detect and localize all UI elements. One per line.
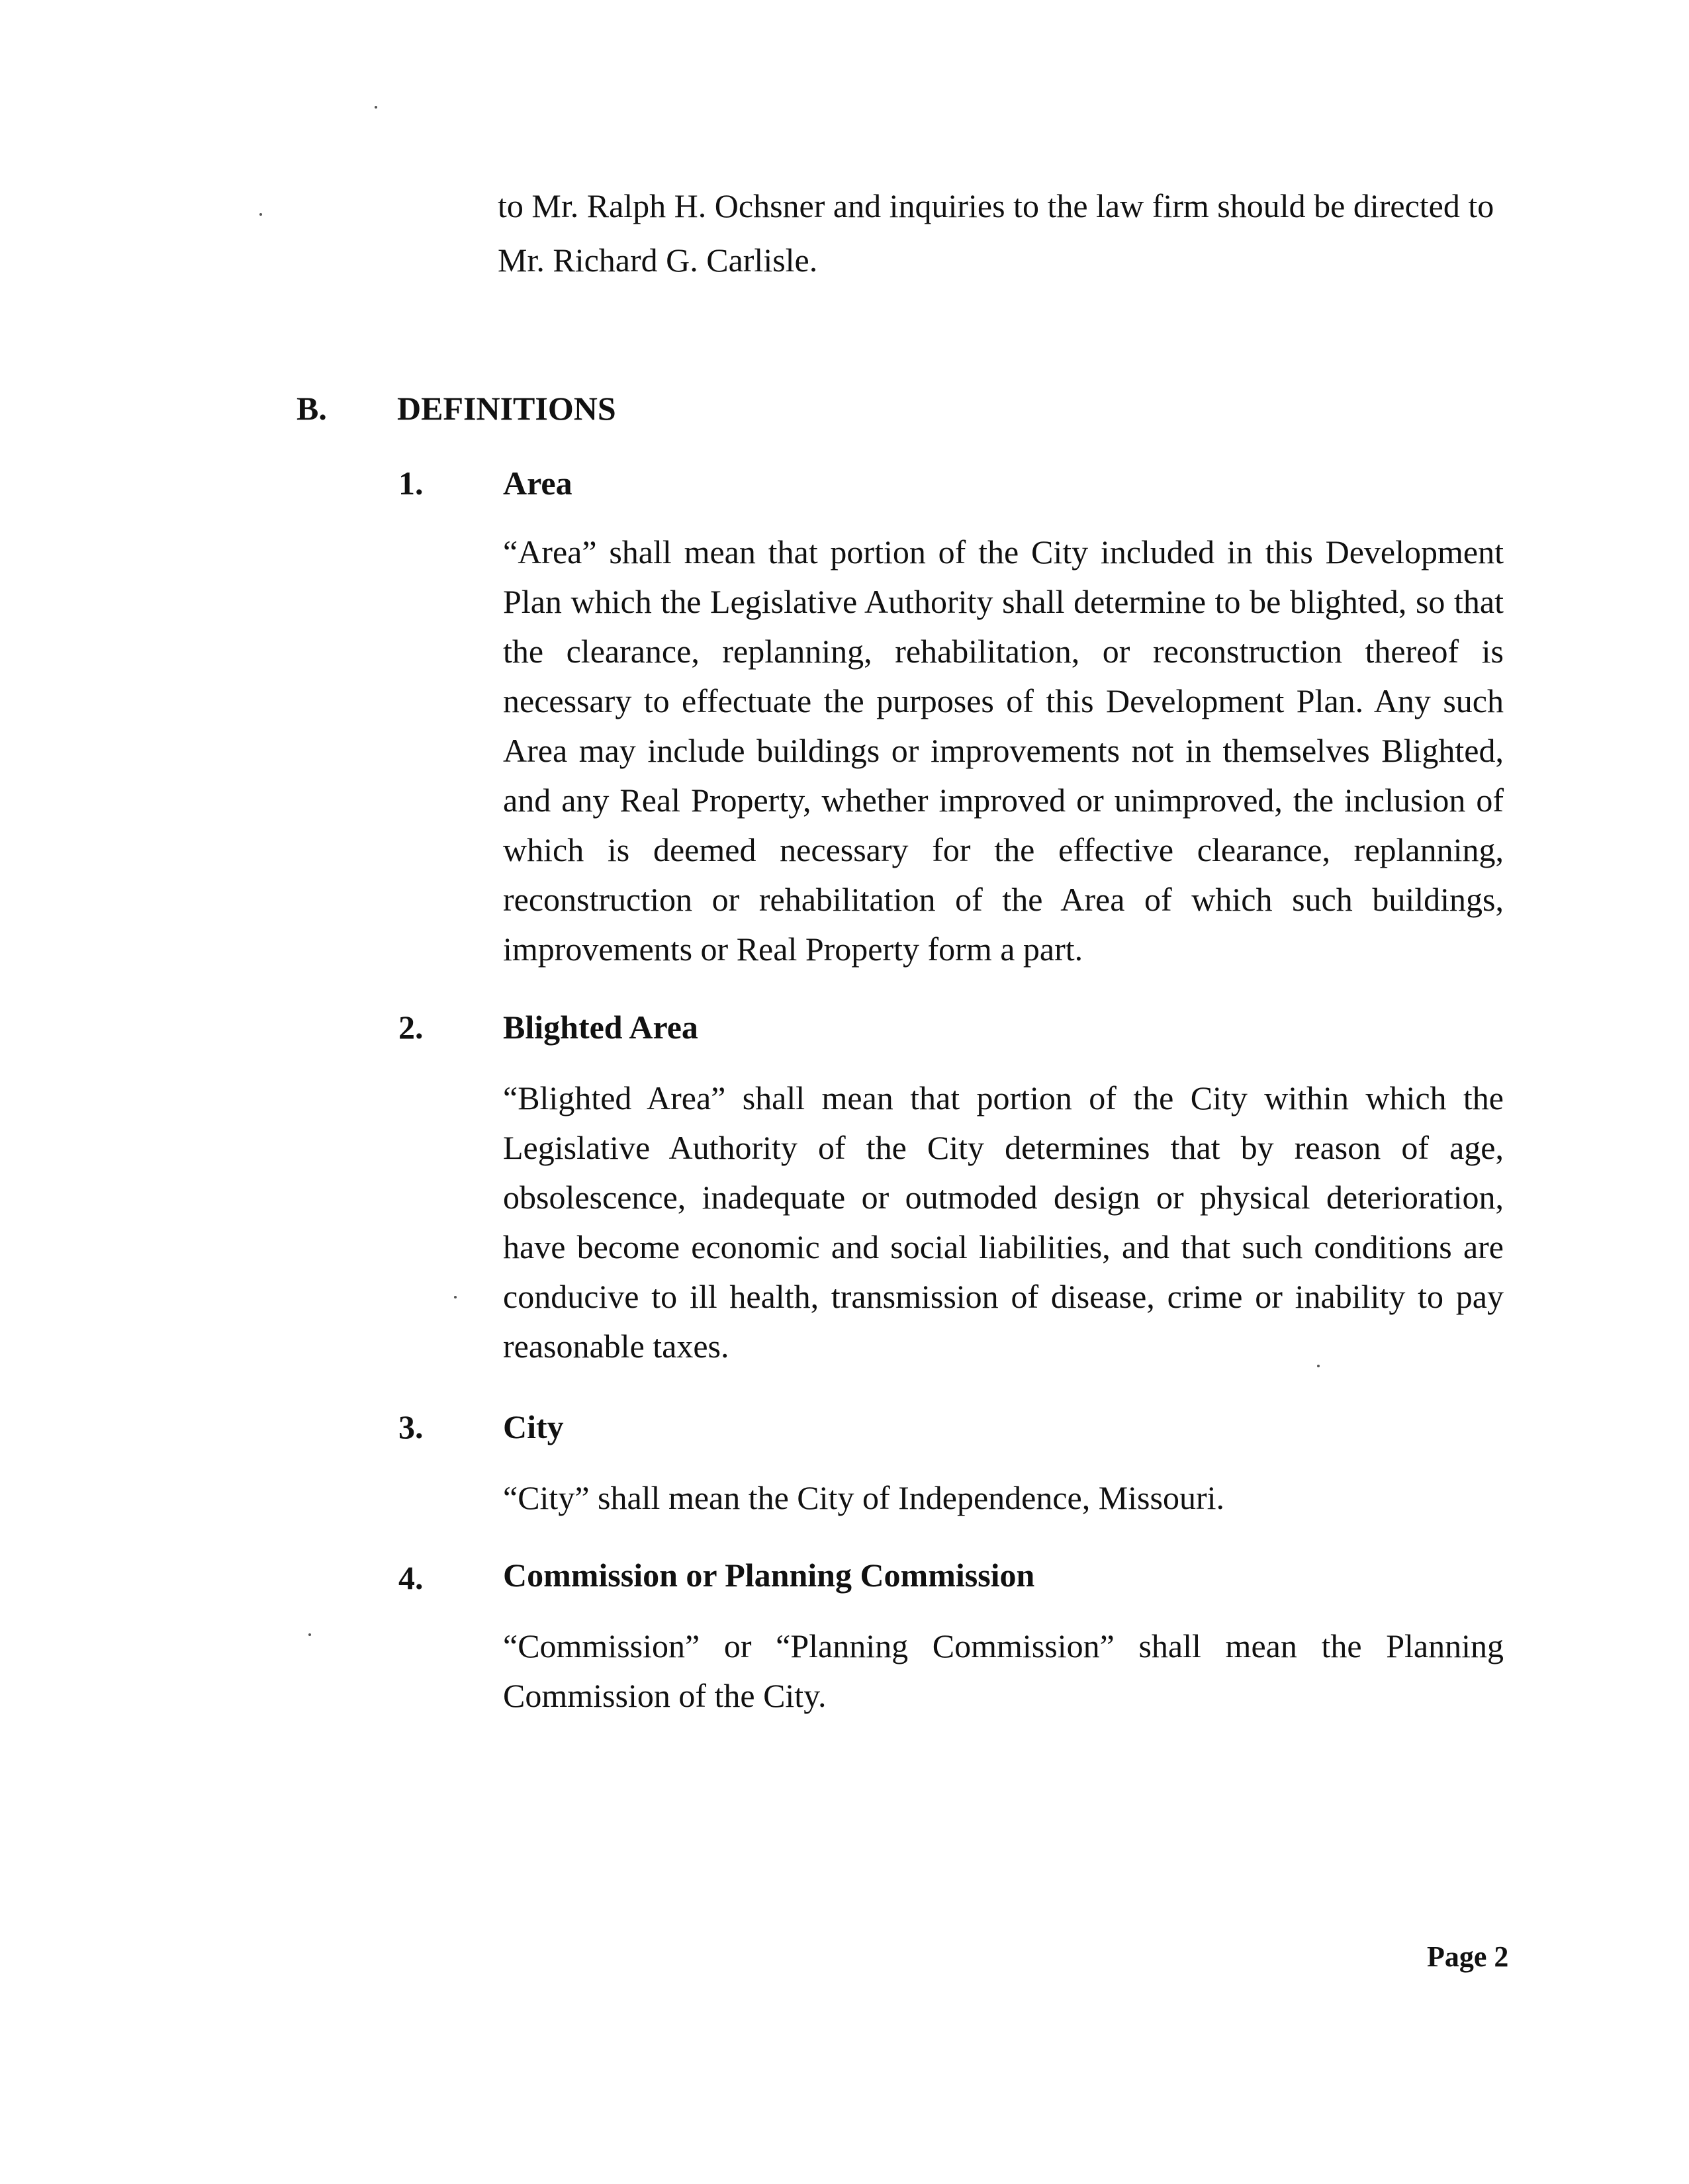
scan-speck xyxy=(1317,1365,1320,1367)
definition-term: Blighted Area xyxy=(503,1009,698,1046)
section-letter: B. xyxy=(297,390,327,427)
intro-paragraph: to Mr. Ralph H. Ochsner and inquiries to the law firm should be directed to Mr. Richard G. Carlisle. xyxy=(498,187,1494,279)
definition-text: “Commission” or “Planning Commission” shall mean the Planning Commission of the City. xyxy=(503,1627,1504,1714)
section-title: DEFINITIONS xyxy=(397,390,616,427)
definition-number: 1. xyxy=(398,465,424,502)
scan-speck xyxy=(308,1633,311,1636)
definition-text: “Blighted Area” shall mean that portion of the City within which the Legislative Authority of the City determines that by reason of age, obsolescence, inadequate or outmoded design or physical deterioration, have become economic and social liabilities, and that such conditions are conducive to ill health, transmission of disease, crime or inability to pay reasonable taxes. xyxy=(503,1079,1504,1365)
definition-text: “Area” shall mean that portion of the City included in this Development Plan which the Legislative Authority shall determine to be blighted, so that the clearance, replanning, rehabilitation, or reconstruction thereof is necessary to effectuate the purposes of this Development Plan. Any such Area may include buildings or improvements not in themselves Blighted, and any Real Property, whether improved or unimproved, the inclusion of which is deemed necessary for the effective clearance, replanning, reconstruction or rehabilitation of the Area of which such buildings, improvements or Real Property form a part. xyxy=(503,533,1504,968)
definition-term: City xyxy=(503,1408,564,1445)
definition-number: 2. xyxy=(398,1009,424,1046)
definition-number: 4. xyxy=(398,1559,424,1596)
scan-speck xyxy=(454,1296,457,1298)
scan-speck xyxy=(259,213,262,216)
scan-speck xyxy=(375,106,377,109)
page-number: Page 2 xyxy=(1427,1940,1509,1973)
definition-term: Area xyxy=(503,465,572,502)
definition-number: 3. xyxy=(398,1408,424,1445)
definition-term: Commission or Planning Commission xyxy=(503,1557,1035,1594)
definition-text: “City” shall mean the City of Independence, Missouri. xyxy=(503,1479,1225,1516)
